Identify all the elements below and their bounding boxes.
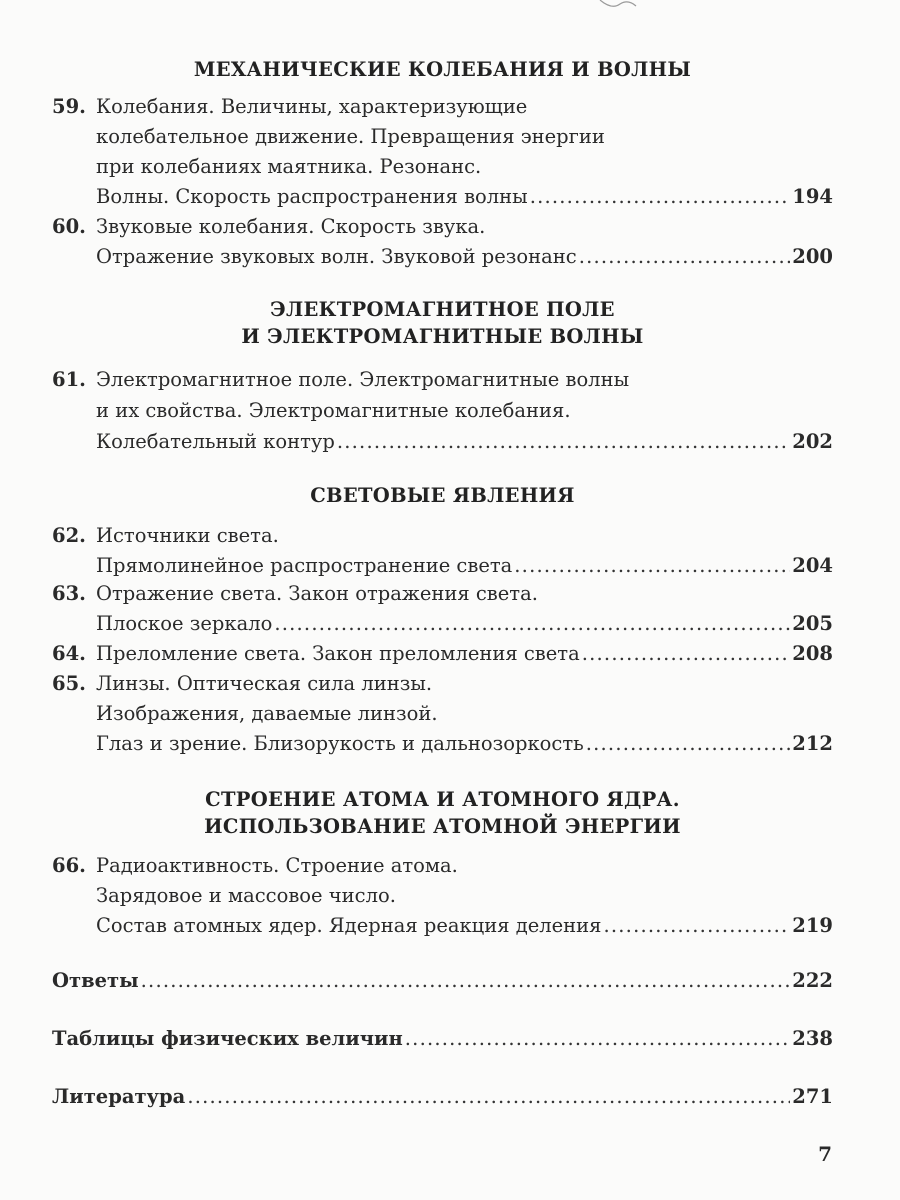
entry-page-number: 208 [792, 642, 833, 665]
page-number: 7 [818, 1142, 832, 1166]
toc-entry-literature[interactable] [52, 1082, 833, 1112]
leader-dots [582, 639, 791, 669]
entry-line: Колебания. Величины, характеризующие [96, 95, 528, 118]
section-title-line: И ЭЛЕКТРОМАГНИТНЫЕ ВОЛНЫ [241, 325, 644, 348]
toc-section [52, 56, 833, 83]
toc-section [52, 296, 833, 350]
toc-entry-tables[interactable] [52, 1024, 833, 1054]
section-title [52, 482, 833, 509]
entry-line: колебательное движение. Превращения энергии [96, 125, 605, 148]
entry-line: Волны. Скорость распространения волны [96, 185, 528, 208]
leader-dots [603, 911, 790, 941]
toc-entry[interactable] [52, 851, 833, 941]
entry-number: 62. [52, 524, 86, 547]
leader-dots [530, 182, 791, 212]
leader-dots [141, 966, 791, 996]
entry-line: Колебательный контур [96, 430, 335, 453]
entry-number: 61. [52, 368, 86, 391]
entry-number: 59. [52, 95, 86, 118]
entry-number: 60. [52, 215, 86, 238]
section-title-line: СВЕТОВЫЕ ЯВЛЕНИЯ [310, 484, 575, 507]
entry-line: Преломление света. Закон преломления света [96, 642, 580, 665]
leader-dots [579, 242, 791, 272]
leader-dots [274, 609, 790, 639]
toc-entry[interactable] [52, 669, 833, 759]
entry-number: 65. [52, 672, 86, 695]
leader-dots [405, 1024, 791, 1054]
entry-page-number: 238 [792, 1027, 833, 1050]
section-title-line: ИСПОЛЬЗОВАНИЕ АТОМНОЙ ЭНЕРГИИ [204, 815, 681, 838]
entry-line: при колебаниях маятника. Резонанс. [96, 155, 482, 178]
toc-entry[interactable] [52, 639, 833, 669]
entry-line: Радиоактивность. Строение атома. [96, 854, 458, 877]
section-title-line: МЕХАНИЧЕСКИЕ КОЛЕБАНИЯ И ВОЛНЫ [193, 58, 692, 81]
entry-line: Звуковые колебания. Скорость звука. [96, 215, 486, 238]
entry-line: Отражение света. Закон отражения света. [96, 582, 538, 605]
toc-section [52, 786, 833, 840]
entry-number: 64. [52, 642, 86, 665]
section-title [52, 296, 833, 350]
entry-line: Электромагнитное поле. Электромагнитные волны [96, 368, 630, 391]
entry-page-number: 219 [792, 914, 833, 937]
leader-dots [514, 551, 790, 581]
toc-entry[interactable] [52, 92, 833, 212]
section-title-line: ЭЛЕКТРОМАГНИТНОЕ ПОЛЕ [270, 298, 615, 321]
entry-title: Ответы [52, 969, 139, 992]
entry-page-number: 271 [792, 1085, 833, 1108]
entry-page-number: 194 [792, 185, 833, 208]
entry-line: Зарядовое и массовое число. [96, 884, 396, 907]
toc-entry-answers[interactable] [52, 966, 833, 996]
entry-page-number: 200 [792, 245, 833, 268]
section-title [52, 56, 833, 83]
entry-line: Глаз и зрение. Близорукость и дальнозоркость [96, 732, 584, 755]
entry-line: Плоское зеркало [96, 612, 273, 635]
toc-entry[interactable] [52, 521, 833, 581]
entry-number: 66. [52, 854, 86, 877]
entry-line: Источники света. [96, 524, 279, 547]
section-title-line: СТРОЕНИЕ АТОМА И АТОМНОГО ЯДРА. [205, 788, 680, 811]
section-title [52, 786, 833, 840]
entry-line: Линзы. Оптическая сила линзы. [96, 672, 433, 695]
leader-dots [337, 427, 790, 457]
entry-line: Прямолинейное распространение света [96, 554, 513, 577]
entry-page-number: 202 [792, 430, 833, 453]
entry-line: Изображения, даваемые линзой. [96, 702, 438, 725]
entry-page-number: 212 [792, 732, 833, 755]
entry-page-number: 204 [792, 554, 833, 577]
entry-title: Литература [52, 1085, 186, 1108]
entry-page-number: 205 [792, 612, 833, 635]
leader-dots [187, 1082, 790, 1112]
entry-page-number: 222 [792, 969, 833, 992]
page-tear-mark [598, 0, 638, 10]
entry-line: Состав атомных ядер. Ядерная реакция деления [96, 914, 602, 937]
entry-line: и их свойства. Электромагнитные колебания. [96, 399, 571, 422]
entry-number: 63. [52, 582, 86, 605]
toc-entry[interactable] [52, 365, 833, 458]
entry-line: Отражение звуковых волн. Звуковой резонанс [96, 245, 577, 268]
toc-entry[interactable] [52, 579, 833, 639]
toc-section [52, 482, 833, 509]
toc-entry[interactable] [52, 212, 833, 272]
leader-dots [586, 729, 791, 759]
entry-title: Таблицы физических величин [52, 1027, 403, 1050]
